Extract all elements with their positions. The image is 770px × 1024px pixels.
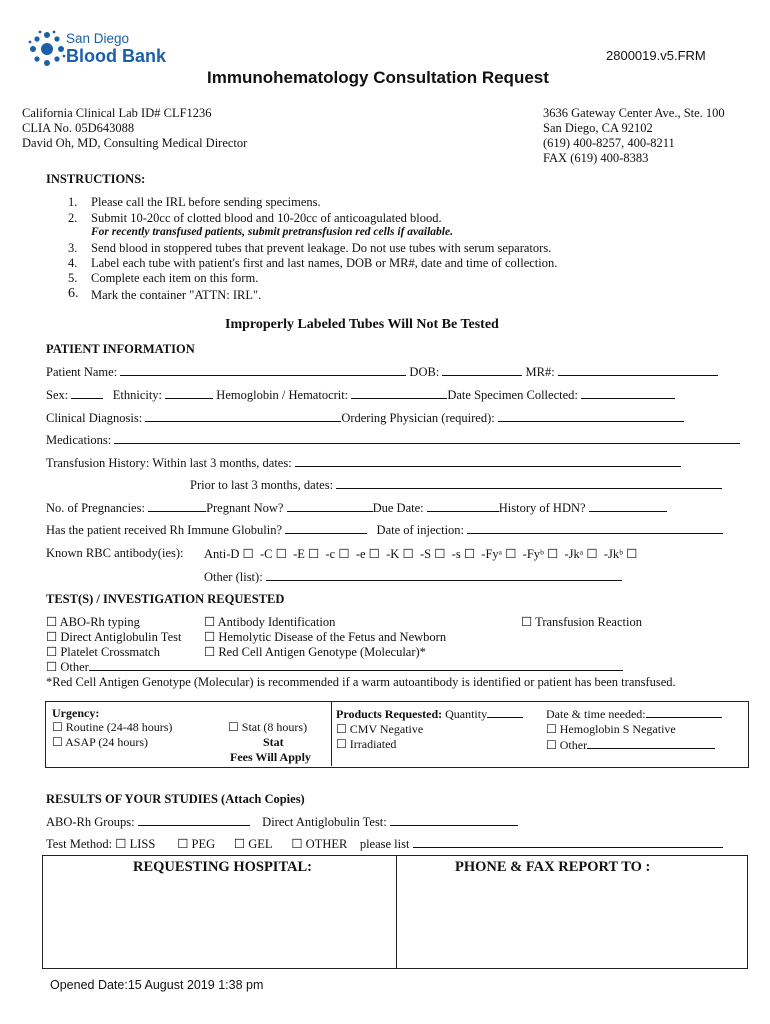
results-row-1 bbox=[46, 814, 518, 830]
tests-heading: TEST(S) / INVESTIGATION REQUESTED bbox=[46, 592, 285, 606]
antibody-option[interactable]: -Jkᵇ ☐ bbox=[603, 547, 638, 561]
patient-info-heading: PATIENT INFORMATION bbox=[46, 342, 195, 356]
urgency-fees: Fees Will Apply bbox=[230, 750, 311, 764]
address-line: (619) 400-8257, 400-8211 bbox=[543, 136, 675, 150]
urgency-asap[interactable]: ☐ ASAP (24 hours) bbox=[52, 735, 149, 749]
antibody-checklist bbox=[204, 546, 637, 562]
urgency-heading: Urgency: bbox=[52, 706, 100, 720]
hemoglobin-field[interactable] bbox=[351, 387, 447, 399]
instruction-text: Please call the IRL before sending specimens. bbox=[91, 195, 321, 209]
patient-row-8 bbox=[46, 522, 723, 538]
antibody-option[interactable]: -Fyᵃ ☐ bbox=[481, 547, 517, 561]
test-method-label: Test Method: bbox=[46, 837, 113, 851]
physician-label: Ordering Physician (required): bbox=[341, 411, 495, 425]
patient-row-3 bbox=[46, 410, 684, 426]
test-option-other[interactable]: ☐ Other bbox=[46, 659, 623, 675]
lab-info-line: California Clinical Lab ID# CLF1236 bbox=[22, 106, 212, 120]
method-other[interactable]: ☐ OTHER bbox=[291, 837, 348, 851]
test-option-genotype[interactable]: ☐ Red Cell Antigen Genotype (Molecular)* bbox=[204, 645, 426, 659]
antibody-option[interactable]: -e ☐ bbox=[355, 547, 380, 561]
instruction-num: 4. bbox=[68, 256, 78, 270]
other-list-field[interactable] bbox=[266, 569, 622, 581]
prior-transfusion-field[interactable] bbox=[336, 477, 722, 489]
logo-line1: San Diego bbox=[66, 31, 130, 46]
address-line: FAX (619) 400-8383 bbox=[543, 151, 649, 165]
injection-field[interactable] bbox=[467, 522, 723, 534]
ethnicity-field[interactable] bbox=[165, 387, 213, 399]
antibody-option[interactable]: Anti-D ☐ bbox=[204, 547, 254, 561]
opened-date: Opened Date:15 August 2019 1:38 pm bbox=[50, 978, 264, 992]
hospital-label: REQUESTING HOSPITAL: bbox=[133, 859, 313, 875]
urgency-stat-label: Stat bbox=[263, 735, 284, 749]
diagnosis-field[interactable] bbox=[145, 410, 341, 422]
form-id: 2800019.v5.FRM bbox=[606, 48, 706, 63]
page-title: Immunohematology Consultation Request bbox=[207, 68, 549, 87]
instruction-text: Send blood in stoppered tubes that prevent leakage. Do not use tubes with serum separators. bbox=[91, 241, 552, 255]
method-gel[interactable]: ☐ GEL bbox=[233, 837, 273, 851]
test-option-hdfn[interactable]: ☐ Hemolytic Disease of the Fetus and Newborn bbox=[204, 630, 447, 644]
products-heading: Products Requested: bbox=[336, 707, 443, 721]
rh-field[interactable] bbox=[285, 522, 367, 534]
instruction-num: 1. bbox=[68, 195, 78, 209]
patient-row-2 bbox=[46, 387, 675, 403]
medications-label: Medications: bbox=[46, 433, 112, 447]
please-list-field[interactable] bbox=[413, 836, 723, 848]
antibody-option[interactable]: -c ☐ bbox=[325, 547, 350, 561]
mr-field[interactable] bbox=[558, 364, 718, 376]
injection-label: Date of injection: bbox=[376, 523, 465, 537]
instruction-num: 3. bbox=[68, 241, 78, 255]
product-other-field[interactable] bbox=[587, 737, 715, 749]
product-irradiated[interactable]: ☐ Irradiated bbox=[336, 737, 397, 751]
dob-label: DOB: bbox=[409, 365, 440, 379]
test-option-antibody-id[interactable]: ☐ Antibody Identification bbox=[204, 615, 336, 629]
pregnant-label: Pregnant Now? bbox=[206, 501, 284, 515]
results-heading: RESULTS OF YOUR STUDIES (Attach Copies) bbox=[46, 792, 305, 806]
patient-row-4 bbox=[46, 432, 740, 448]
hdn-label: History of HDN? bbox=[498, 501, 586, 515]
instruction-text: Submit 10-20cc of clotted blood and 10-20cc of anticoagulated blood. bbox=[91, 211, 442, 225]
patient-row-7 bbox=[46, 500, 667, 516]
antibody-option[interactable]: -C ☐ bbox=[260, 547, 287, 561]
sex-label: Sex: bbox=[46, 388, 69, 402]
urgency-divider bbox=[331, 701, 332, 766]
tests-note: *Red Cell Antigen Genotype (Molecular) is recommended if a warm autoantibody is identified or patient has been transfused. bbox=[46, 675, 676, 689]
patient-name-label: Patient Name: bbox=[46, 365, 118, 379]
antibody-option[interactable]: -S ☐ bbox=[419, 547, 446, 561]
instructions-heading: INSTRUCTIONS: bbox=[46, 172, 146, 186]
due-date-field[interactable] bbox=[427, 500, 499, 512]
report-label: PHONE & FAX REPORT TO : bbox=[455, 859, 651, 875]
antibody-option[interactable]: -Fyᵇ ☐ bbox=[522, 547, 559, 561]
hdn-field[interactable] bbox=[589, 500, 667, 512]
logo-line2: Blood Bank bbox=[66, 46, 167, 66]
patient-row-6 bbox=[190, 477, 722, 493]
patient-row-9 bbox=[46, 546, 184, 561]
hemoglobin-label: Hemoglobin / Hematocrit: bbox=[216, 388, 349, 402]
rh-label: Has the patient received Rh Immune Globulin? bbox=[46, 523, 283, 537]
results-row-2 bbox=[46, 836, 723, 852]
instruction-text: Mark the container "ATTN: IRL". bbox=[91, 288, 262, 302]
test-option-platelet[interactable]: ☐ Platelet Crossmatch bbox=[46, 645, 160, 659]
antibody-option[interactable]: -Jkᵃ ☐ bbox=[564, 547, 598, 561]
test-option-dat[interactable]: ☐ Direct Antiglobulin Test bbox=[46, 630, 182, 644]
instruction-text: Complete each item on this form. bbox=[91, 271, 259, 285]
datetime-label: Date & time needed: bbox=[546, 707, 646, 721]
mr-label: MR#: bbox=[525, 365, 555, 379]
test-option-transfusion-reaction[interactable]: ☐ Transfusion Reaction bbox=[521, 615, 642, 629]
instruction-num: 6. bbox=[68, 286, 79, 301]
datetime-row bbox=[546, 706, 722, 722]
blood-bank-logo-icon bbox=[28, 30, 66, 68]
patient-name-field[interactable] bbox=[120, 364, 406, 376]
other-list-label: Other (list): bbox=[204, 570, 263, 584]
instruction-text: For recently transfused patients, submit pretransfusion red cells if available. bbox=[91, 226, 453, 238]
antibodies-label: Known RBC antibody(ies): bbox=[46, 546, 184, 560]
method-liss[interactable]: ☐ LISS bbox=[115, 837, 156, 851]
instruction-num: 2. bbox=[68, 211, 78, 225]
antibody-option[interactable]: -E ☐ bbox=[293, 547, 320, 561]
diagnosis-label: Clinical Diagnosis: bbox=[46, 411, 143, 425]
datetime-field[interactable] bbox=[646, 706, 722, 718]
pregnancies-field[interactable] bbox=[148, 500, 206, 512]
patient-row-5 bbox=[46, 455, 681, 471]
transfusion-field[interactable] bbox=[295, 455, 681, 467]
date-collected-label: Date Specimen Collected: bbox=[447, 388, 578, 402]
warning-text: Improperly Labeled Tubes Will Not Be Tested bbox=[225, 317, 499, 332]
please-list-label: please list bbox=[359, 837, 410, 851]
quantity-label: Quantity bbox=[445, 707, 488, 721]
sex-field[interactable] bbox=[71, 387, 103, 399]
medications-field[interactable] bbox=[114, 432, 740, 444]
test-other-field[interactable] bbox=[89, 659, 623, 671]
test-option-abo[interactable]: ☐ ABO-Rh typing bbox=[46, 615, 140, 629]
abo-groups-field[interactable] bbox=[138, 814, 250, 826]
patient-row-10 bbox=[204, 569, 622, 585]
antibody-option[interactable]: -s ☐ bbox=[451, 547, 476, 561]
dob-field[interactable] bbox=[442, 364, 522, 376]
address-line: San Diego, CA 92102 bbox=[543, 121, 653, 135]
antibody-option[interactable]: -K ☐ bbox=[386, 547, 414, 561]
date-collected-field[interactable] bbox=[581, 387, 675, 399]
product-cmv[interactable]: ☐ CMV Negative bbox=[336, 722, 424, 736]
address-line: 3636 Gateway Center Ave., Ste. 100 bbox=[543, 106, 725, 120]
transfusion-label: Transfusion History: Within last 3 months, dates: bbox=[46, 456, 292, 470]
patient-row-1 bbox=[46, 364, 718, 380]
method-peg[interactable]: ☐ PEG bbox=[177, 837, 216, 851]
product-other[interactable]: ☐ Other bbox=[546, 737, 715, 753]
instruction-text: Label each tube with patient's first and last names, DOB or MR#, date and time of collection. bbox=[91, 256, 558, 270]
instruction-num: 5. bbox=[68, 271, 78, 285]
products-row-1 bbox=[336, 706, 523, 722]
prior-transfusion-label: Prior to last 3 months, dates: bbox=[190, 478, 334, 492]
lab-info-line: David Oh, MD, Consulting Medical Director bbox=[22, 136, 248, 150]
pregnancies-label: No. of Pregnancies: bbox=[46, 501, 145, 515]
physician-field[interactable] bbox=[498, 410, 684, 422]
dat-field[interactable] bbox=[390, 814, 518, 826]
due-date-label: Due Date: bbox=[372, 501, 424, 515]
product-hgbs[interactable]: ☐ Hemoglobin S Negative bbox=[546, 722, 676, 736]
dat-label: Direct Antiglobulin Test: bbox=[262, 815, 387, 829]
lab-info-line: CLIA No. 05D643088 bbox=[22, 121, 135, 135]
urgency-routine[interactable]: ☐ Routine (24-48 hours) bbox=[52, 720, 173, 734]
urgency-stat[interactable]: ☐ Stat (8 hours) bbox=[228, 720, 308, 734]
abo-groups-label: ABO-Rh Groups: bbox=[46, 815, 135, 829]
pregnant-field[interactable] bbox=[287, 500, 373, 512]
quantity-field[interactable] bbox=[487, 706, 523, 718]
ethnicity-label: Ethnicity: bbox=[112, 388, 163, 402]
